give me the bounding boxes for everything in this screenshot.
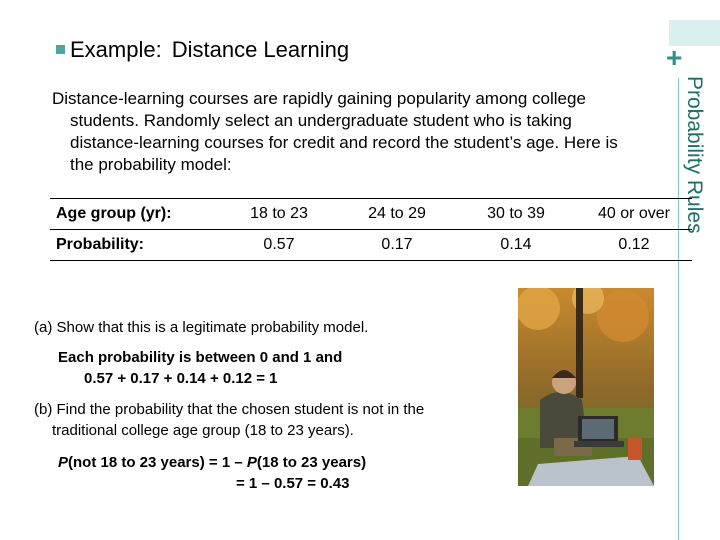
table-cell: 0.17 xyxy=(338,230,456,261)
intro-paragraph: Distance-learning courses are rapidly gaining popularity among college students. Randomly select an undergraduate student who is taking distance-learning courses for credit and record the student’s age. Here is the probability model: xyxy=(52,89,618,174)
part-b-question-2: traditional college age group (18 to 23 years). xyxy=(52,422,354,439)
table-cell: 18 to 23 xyxy=(220,199,338,230)
answer-mid: (not 18 to 23 years) = 1 – xyxy=(68,454,247,471)
p-symbol: P xyxy=(246,454,257,471)
table-cell: 40 or over xyxy=(576,199,692,230)
part-a-answer-1: Each probability is between 0 and 1 and xyxy=(58,349,343,366)
sidebar-title: Probability Rules xyxy=(683,76,706,234)
table-row xyxy=(50,230,692,261)
bullet-icon xyxy=(56,45,65,54)
table-cell: 0.57 xyxy=(220,230,338,261)
student-photo xyxy=(518,288,654,486)
plus-icon: + xyxy=(666,42,683,73)
part-b-question-1: (b) Find the probability that the chosen student is not in the xyxy=(34,401,425,418)
probability-table xyxy=(50,198,692,261)
row-label-probability: Probability: xyxy=(50,230,220,261)
table-row xyxy=(50,199,692,230)
part-a-question: (a) Show that this is a legitimate probability model. xyxy=(34,319,369,336)
table-cell: 0.12 xyxy=(576,230,692,261)
slide-title xyxy=(70,37,349,63)
part-a-answer-2: 0.57 + 0.17 + 0.14 + 0.12 = 1 xyxy=(84,370,278,387)
table-cell: 30 to 39 xyxy=(456,199,576,230)
row-label-age: Age group (yr): xyxy=(50,199,220,230)
answer-end: (18 to 23 years) xyxy=(256,454,367,471)
title-text: Distance Learning xyxy=(171,37,350,62)
p-symbol: P xyxy=(58,454,69,471)
part-b-answer-1 xyxy=(58,452,366,473)
title-label: Example: xyxy=(70,37,162,62)
table-cell: 24 to 29 xyxy=(338,199,456,230)
table-cell: 0.14 xyxy=(456,230,576,261)
part-b-answer-2: = 1 – 0.57 = 0.43 xyxy=(236,475,350,492)
